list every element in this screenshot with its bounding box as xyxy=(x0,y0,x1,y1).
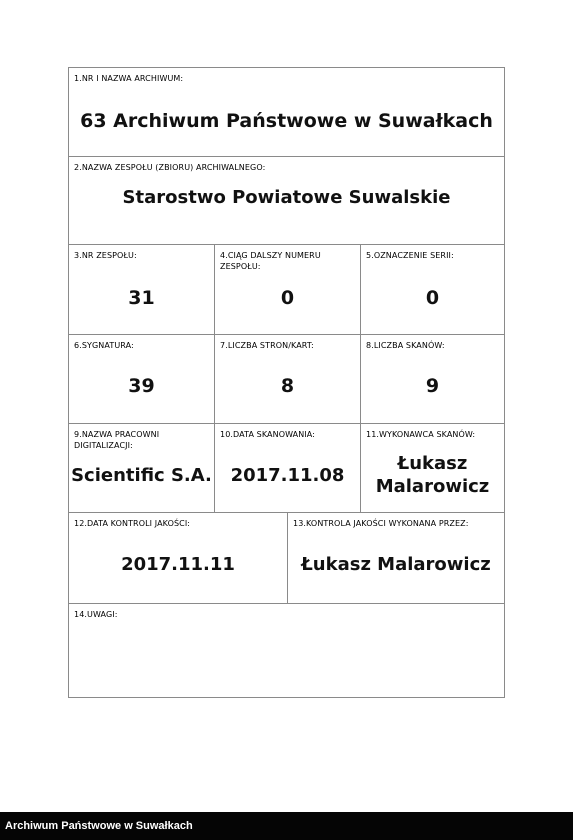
footer-text: Archiwum Państwowe w Suwałkach xyxy=(5,820,193,832)
pages-label: 7.LICZBA STRON/KART: xyxy=(220,341,314,350)
fonds-number-value: 31 xyxy=(128,287,155,309)
fonds-name-cell xyxy=(69,157,504,244)
metadata-form xyxy=(68,67,505,698)
qc-date-value: 2017.11.11 xyxy=(121,554,235,575)
archive-label: 1.NR I NAZWA ARCHIWUM: xyxy=(74,74,184,83)
scans-value: 9 xyxy=(425,375,440,397)
scanner-value-line1: Łukasz xyxy=(397,453,468,474)
scans-label: 8.LICZBA SKANÓW: xyxy=(366,341,445,350)
fonds-continuation-value: 0 xyxy=(280,287,295,309)
scans-cell xyxy=(360,335,504,423)
row-archive xyxy=(69,68,504,157)
scan-date-value: 2017.11.08 xyxy=(230,465,345,486)
row-digitization xyxy=(69,424,504,513)
fonds-name-label: 2.NAZWA ZESPOŁU (ZBIORU) ARCHIWALNEGO: xyxy=(74,163,266,172)
lab-cell xyxy=(69,424,214,512)
qc-by-cell xyxy=(287,513,504,603)
archive-value: 63 Archiwum Państwowe w Suwałkach xyxy=(80,110,493,132)
series-label: 5.OZNACZENIE SERII: xyxy=(366,251,454,260)
row-notes xyxy=(69,604,504,697)
series-cell xyxy=(360,245,504,334)
row-signature xyxy=(69,335,504,424)
notes-cell xyxy=(69,604,504,697)
scanner-value-line2: Malarowicz xyxy=(375,476,490,497)
fonds-continuation-label: 4.CIĄG DALSZY NUMERU ZESPOŁU: xyxy=(220,251,321,271)
signature-label: 6.SYGNATURA: xyxy=(74,341,134,350)
lab-value: Scientific S.A. xyxy=(71,465,212,486)
qc-by-label: 13.KONTROLA JAKOŚCI WYKONANA PRZEZ: xyxy=(293,519,469,528)
signature-value: 39 xyxy=(128,375,155,397)
scanner-cell xyxy=(360,424,504,512)
fonds-number-label: 3.NR ZESPOŁU: xyxy=(74,251,137,260)
series-value: 0 xyxy=(425,287,440,309)
fonds-name-value: Starostwo Powiatowe Suwalskie xyxy=(122,187,451,208)
pages-cell xyxy=(214,335,360,423)
archive-cell xyxy=(69,68,504,156)
scan-date-cell xyxy=(214,424,360,512)
signature-cell xyxy=(69,335,214,423)
row-fonds-name xyxy=(69,157,504,245)
lab-label: 9.NAZWA PRACOWNI DIGITALIZACJI: xyxy=(74,430,160,450)
fonds-continuation-cell xyxy=(214,245,360,334)
qc-date-cell xyxy=(69,513,287,603)
fonds-number-cell xyxy=(69,245,214,334)
pages-value: 8 xyxy=(280,375,295,397)
footer-bar xyxy=(0,812,573,840)
qc-by-value: Łukasz Malarowicz xyxy=(301,554,491,575)
row-quality-control xyxy=(69,513,504,604)
notes-label: 14.UWAGI: xyxy=(74,610,118,619)
scanner-label: 11.WYKONAWCA SKANÓW: xyxy=(366,430,476,439)
qc-date-label: 12.DATA KONTROLI JAKOŚCI: xyxy=(74,519,191,528)
scanner-value xyxy=(361,452,504,498)
scan-date-label: 10.DATA SKANOWANIA: xyxy=(220,430,316,439)
row-fonds-number xyxy=(69,245,504,335)
